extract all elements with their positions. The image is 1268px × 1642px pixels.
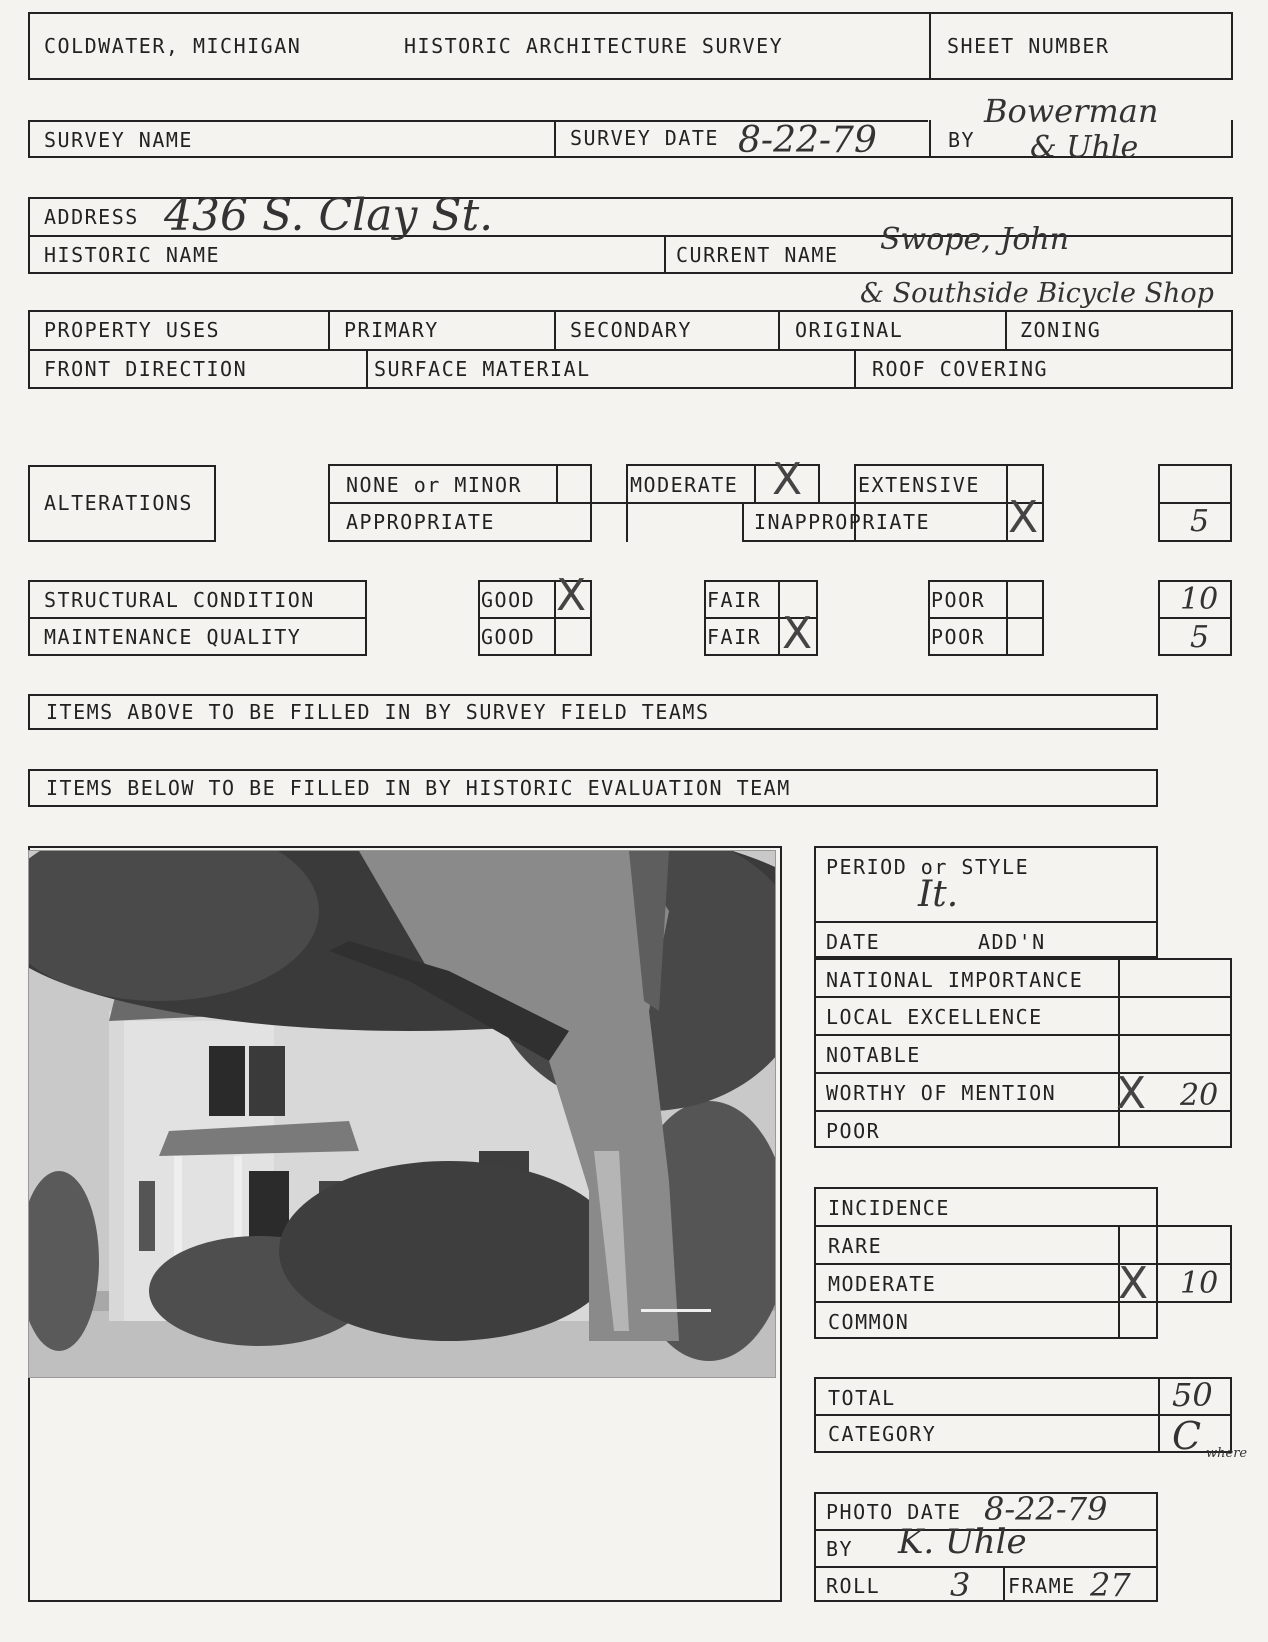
alt-appr-check-left	[590, 502, 592, 542]
alt-moderate-check-left	[754, 464, 756, 504]
importance-row-4	[814, 1110, 1232, 1112]
total-value: 50	[1172, 1376, 1213, 1414]
roof-covering-label: ROOF COVERING	[872, 357, 1049, 381]
incidence-row-3	[814, 1301, 1232, 1303]
incidence-label: INCIDENCE	[828, 1196, 950, 1220]
alt-inappr-left	[742, 502, 744, 542]
category-note: where	[1206, 1446, 1248, 1461]
maintenance-good-label: GOOD	[481, 625, 536, 649]
common-label: COMMON	[828, 1310, 910, 1334]
structural-condition-label: STRUCTURAL CONDITION	[44, 588, 315, 612]
survey-by-value-1: Bowerman	[984, 92, 1159, 130]
sheet-number-label: SHEET NUMBER	[947, 34, 1110, 58]
structural-good-check: X	[556, 570, 587, 621]
property-divider	[28, 349, 1233, 351]
total-label: TOTAL	[828, 1386, 896, 1410]
alt-appropriate-label: APPROPRIATE	[346, 510, 495, 534]
totals-div	[814, 1414, 1232, 1416]
incidence-score: 10	[1180, 1266, 1219, 1301]
prop-div-4	[1005, 310, 1007, 349]
structural-good-label: GOOD	[481, 588, 536, 612]
alterations-label: ALTERATIONS	[44, 491, 193, 515]
address-value: 436 S. Clay St.	[164, 190, 494, 241]
condition-div	[28, 617, 367, 619]
prop-div-2	[554, 310, 556, 349]
national-importance-label: NATIONAL IMPORTANCE	[826, 968, 1084, 992]
survey-row-right	[1231, 120, 1233, 158]
zoning-label: ZONING	[1020, 318, 1102, 342]
poor-div	[928, 617, 1044, 619]
prop-div-5	[366, 349, 368, 389]
frame-value: 27	[1090, 1566, 1131, 1604]
survey-by-value-2: & Uhle	[1030, 130, 1139, 165]
photo-date-label: PHOTO DATE	[826, 1500, 962, 1524]
current-name-value-2: & Southside Bicycle Shop	[860, 278, 1214, 309]
house-photo	[28, 850, 776, 1378]
importance-row-3	[814, 1072, 1232, 1074]
frame-divider	[1003, 1566, 1005, 1602]
condition-score-div	[1158, 617, 1232, 619]
notable-label: NOTABLE	[826, 1043, 921, 1067]
survey-row-div2	[929, 120, 931, 158]
alt-extensive-label: EXTENSIVE	[858, 473, 980, 497]
maintenance-poor-label: POOR	[931, 625, 986, 649]
alt-moderate-label: MODERATE	[630, 473, 739, 497]
roll-label: ROLL	[826, 1574, 881, 1598]
survey-by-label: BY	[948, 128, 976, 152]
importance-row-1	[814, 996, 1232, 998]
worthy-of-mention-label: WORTHY OF MENTION	[826, 1081, 1057, 1105]
incidence-row-2	[814, 1263, 1232, 1265]
prop-div-3	[778, 310, 780, 349]
alt-inappr-bottom	[742, 540, 1044, 542]
survey-date-label: SURVEY DATE	[570, 126, 719, 150]
category-label: CATEGORY	[828, 1422, 937, 1446]
city-label: COLDWATER, MICHIGAN	[44, 34, 302, 58]
survey-title: HISTORIC ARCHITECTURE SURVEY	[404, 34, 784, 58]
totals-value-col	[1158, 1377, 1160, 1453]
maintenance-score: 5	[1190, 620, 1210, 655]
surface-material-label: SURFACE MATERIAL	[374, 357, 591, 381]
alt-score: 5	[1190, 504, 1210, 539]
frame-label: FRAME	[1008, 1574, 1076, 1598]
fair-check-col	[778, 580, 780, 656]
current-name-label: CURRENT NAME	[676, 243, 839, 267]
worthy-score: 20	[1180, 1078, 1219, 1113]
structural-fair-label: FAIR	[707, 588, 762, 612]
period-label: PERIOD or STYLE	[826, 855, 1030, 879]
address-label: ADDRESS	[44, 205, 139, 229]
alt-appr-check-right	[626, 502, 628, 542]
alt-inappr-top	[742, 502, 1044, 504]
incidence-row-1	[814, 1225, 1232, 1227]
secondary-label: SECONDARY	[570, 318, 692, 342]
alt-moderate-check: X	[772, 454, 803, 505]
survey-name-label: SURVEY NAME	[44, 128, 193, 152]
importance-check-col	[1118, 958, 1120, 1148]
maintenance-fair-check: X	[782, 608, 813, 659]
period-div	[814, 921, 1158, 923]
house-photo-image	[29, 851, 776, 1378]
header-divider	[929, 12, 931, 80]
addn-label: ADD'N	[978, 930, 1046, 954]
rare-label: RARE	[828, 1234, 883, 1258]
property-uses-label: PROPERTY USES	[44, 318, 221, 342]
moderate-check: X	[1118, 1258, 1149, 1309]
front-direction-label: FRONT DIRECTION	[44, 357, 248, 381]
survey-row-left	[28, 120, 30, 158]
survey-date-value: 8-22-79	[738, 120, 877, 161]
category-value: C	[1172, 1414, 1202, 1458]
date-label: DATE	[826, 930, 881, 954]
photo-by-value: K. Uhle	[898, 1522, 1027, 1562]
prop-div-6	[854, 349, 856, 389]
photo-by-label: BY	[826, 1537, 854, 1561]
current-name-value-1: Swope, John	[880, 222, 1070, 257]
primary-label: PRIMARY	[344, 318, 439, 342]
historic-name-label: HISTORIC NAME	[44, 243, 221, 267]
alt-inappropriate-check: X	[1008, 492, 1039, 543]
structural-poor-label: POOR	[931, 588, 986, 612]
importance-row-2	[814, 1034, 1232, 1036]
alt-none-div	[328, 502, 626, 504]
maintenance-fair-label: FAIR	[707, 625, 762, 649]
alt-none-label: NONE or MINOR	[346, 473, 523, 497]
importance-poor-label: POOR	[826, 1119, 881, 1143]
period-value: It.	[918, 874, 959, 915]
incidence-score-right	[1230, 1225, 1232, 1301]
structural-score: 10	[1180, 582, 1219, 617]
maintenance-quality-label: MAINTENANCE QUALITY	[44, 625, 302, 649]
photo-date-value: 8-22-79	[984, 1490, 1108, 1528]
evaluation-team-note: ITEMS BELOW TO BE FILLED IN BY HISTORIC EVALUATION TEAM	[46, 776, 791, 800]
alt-none-check-left	[556, 464, 558, 504]
worthy-check: X	[1116, 1068, 1147, 1119]
field-team-note: ITEMS ABOVE TO BE FILLED IN BY SURVEY FIELD TEAMS	[46, 700, 710, 724]
prop-div-1	[328, 310, 330, 349]
local-excellence-label: LOCAL EXCELLENCE	[826, 1005, 1043, 1029]
survey-row-div1	[554, 120, 556, 158]
alt-inappropriate-label: INAPPROPRIATE	[754, 510, 931, 534]
moderate-label: MODERATE	[828, 1272, 937, 1296]
roll-value: 3	[950, 1566, 971, 1604]
poor-check-col	[1006, 580, 1008, 656]
current-name-divider	[664, 235, 666, 274]
original-label: ORIGINAL	[795, 318, 904, 342]
